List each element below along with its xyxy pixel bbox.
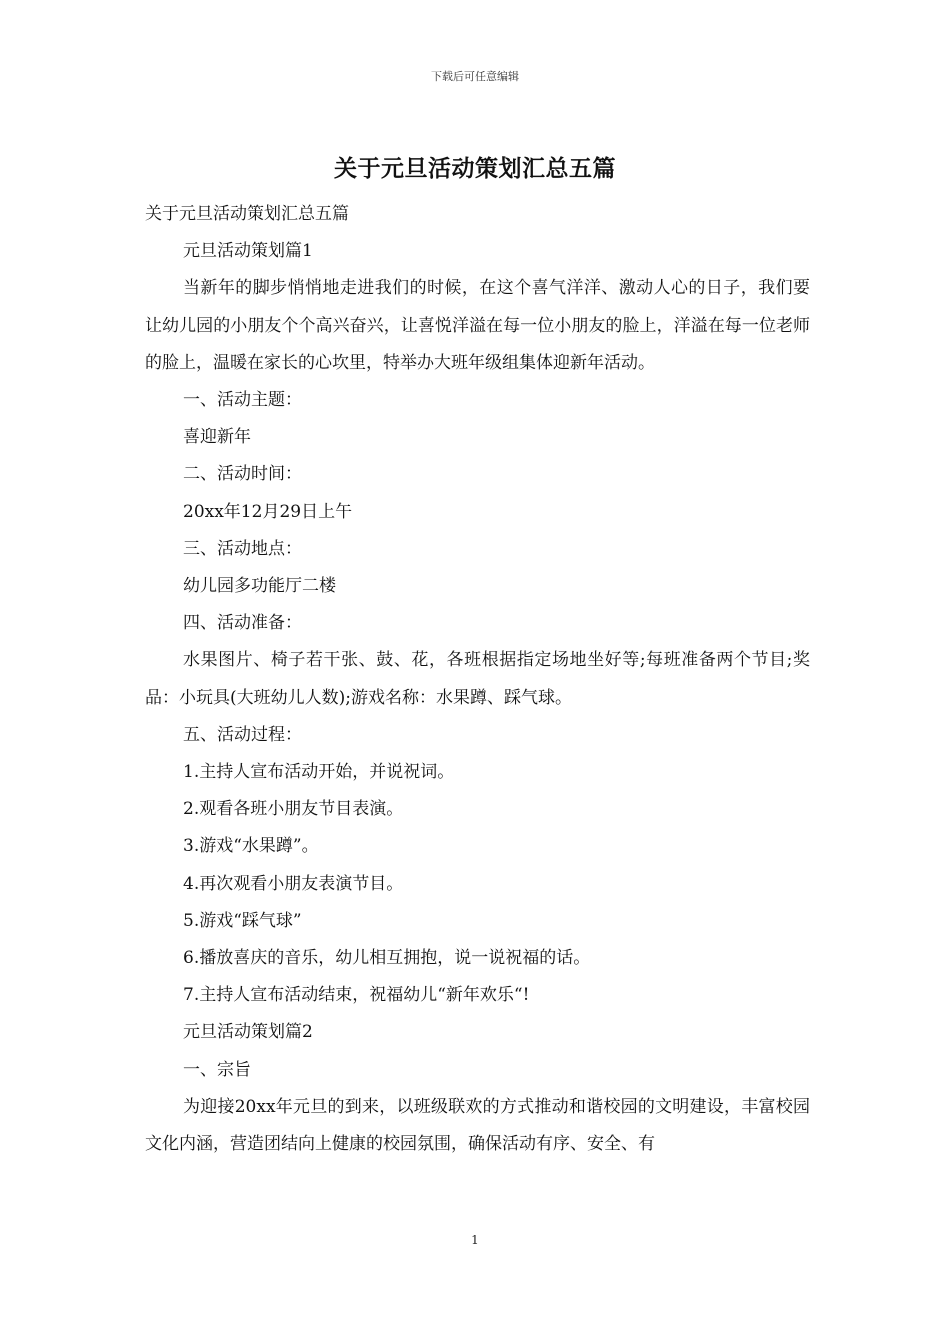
list-item: 7.主持人宣布活动结束，祝福幼儿“新年欢乐“! <box>183 985 530 1006</box>
section-heading: 一、活动主题： <box>183 390 302 411</box>
page-header-note: 下载后可任意编辑 <box>431 70 519 83</box>
section-heading: 元旦活动策划篇2 <box>183 1022 313 1043</box>
body-paragraph: 当新年的脚步悄悄地走进我们的时候，在这个喜气洋洋、激动人心的日子，我们要让幼儿园的小朋友个个高兴奋兴，让喜悦洋溢在每一位小朋友的脸上，洋溢在每一位老师的脸上，温暖在家长的心坎里，特举办大班年级组集体迎新年活动。 <box>145 278 810 373</box>
section-heading: 二、活动时间： <box>183 464 302 485</box>
list-item: 1.主持人宣布活动开始，并说祝词。 <box>183 762 455 783</box>
page-number: 1 <box>471 1233 479 1247</box>
list-item: 2.观看各班小朋友节目表演。 <box>183 799 404 820</box>
list-item: 5.游戏“踩气球” <box>183 910 302 931</box>
body-paragraph: 20xx年12月29日上午 <box>183 501 353 522</box>
body-paragraph: 幼儿园多功能厅二楼 <box>183 576 336 597</box>
body-paragraph: 喜迎新年 <box>183 427 251 448</box>
section-heading: 元旦活动策划篇1 <box>183 241 313 262</box>
subtitle-line: 关于元旦活动策划汇总五篇 <box>145 204 349 224</box>
list-item: 3.游戏“水果蹲”。 <box>183 836 319 857</box>
body-paragraph: 水果图片、椅子若干张、鼓、花，各班根据指定场地坐好等;每班准备两个节目;奖品：小玩具(大班幼儿人数);游戏名称：水果蹲、踩气球。 <box>145 650 810 708</box>
section-heading: 三、活动地点： <box>183 538 302 559</box>
body-paragraph: 为迎接20xx年元旦的到来，以班级联欢的方式推动和谐校园的文明建设，丰富校园文化内涵，营造团结向上健康的校园氛围，确保活动有序、安全、有 <box>145 1096 810 1155</box>
list-item: 4.再次观看小朋友表演节目。 <box>183 873 404 894</box>
section-heading: 一、宗旨 <box>183 1059 251 1080</box>
document-title: 关于元旦活动策划汇总五篇 <box>334 155 616 182</box>
list-item: 6.播放喜庆的音乐，幼儿相互拥抱，说一说祝福的话。 <box>183 948 591 969</box>
document-body <box>145 196 810 1163</box>
section-heading: 四、活动准备： <box>183 613 302 634</box>
section-heading: 五、活动过程： <box>183 724 302 745</box>
